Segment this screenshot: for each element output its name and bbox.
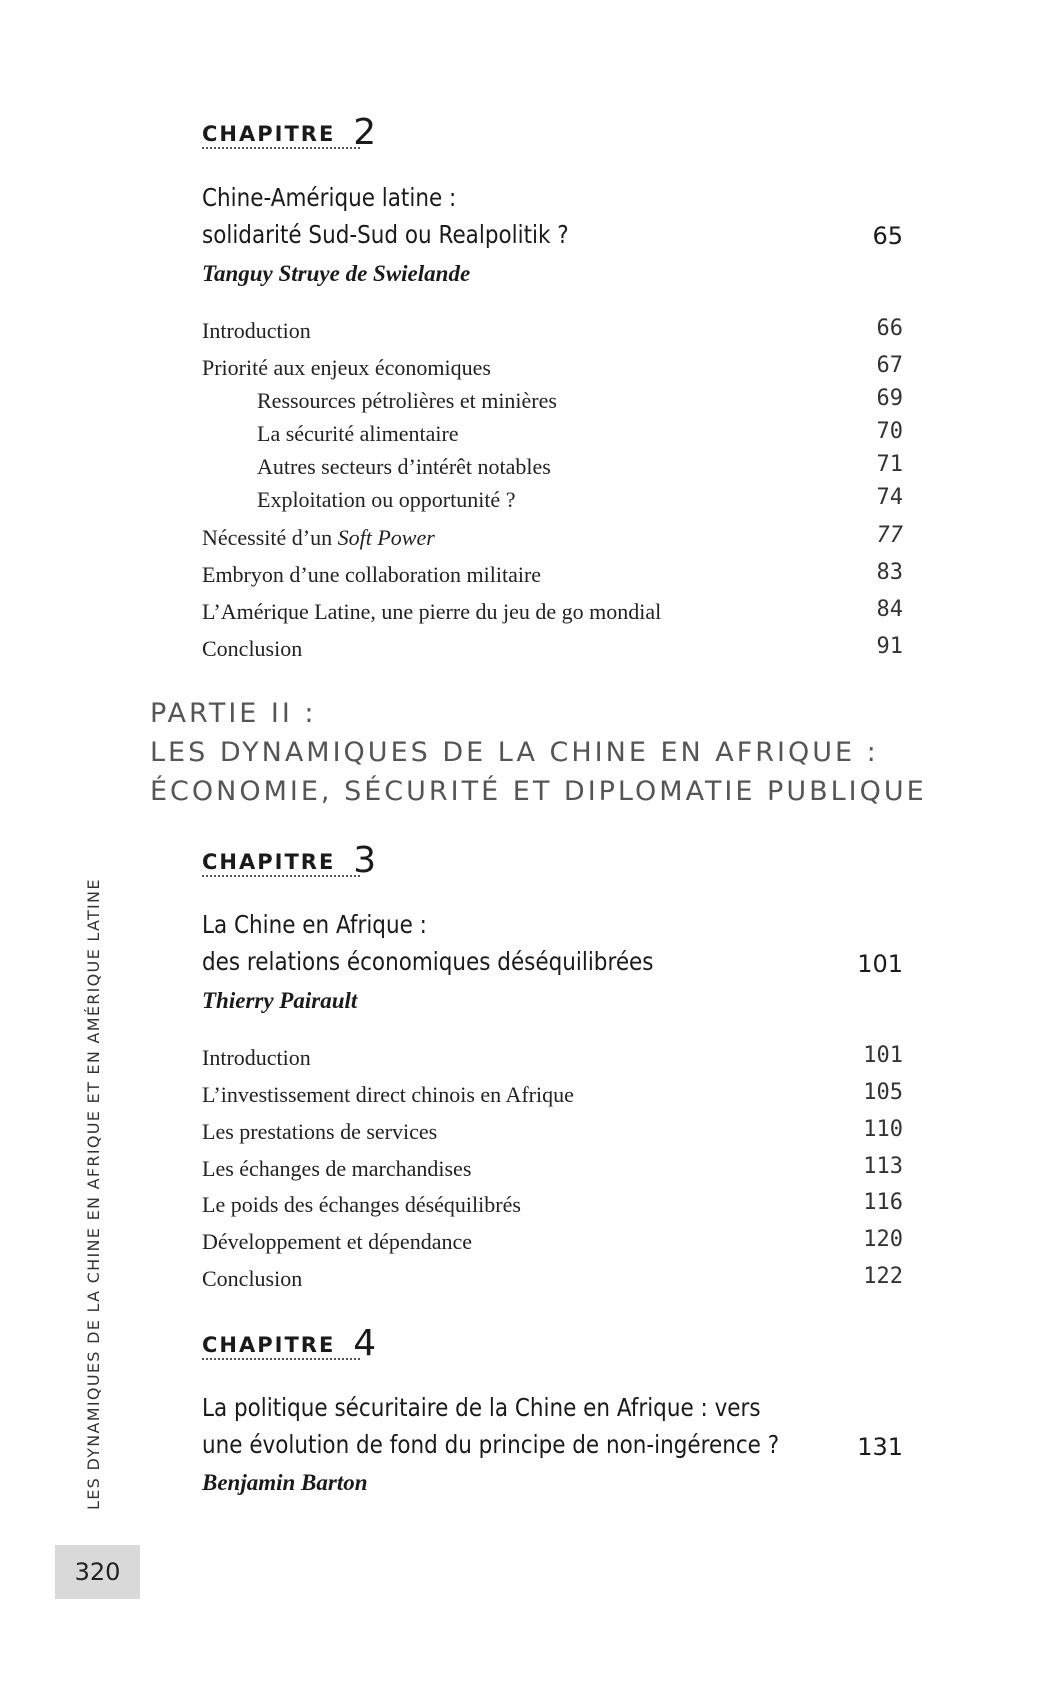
chapter-2-heading [202, 112, 376, 153]
chapter-label: CHAPITRE [202, 122, 336, 146]
toc-entry: Nécessité d’un Soft Power 77 [202, 523, 903, 550]
part-2-heading-line2: LES DYNAMIQUES DE LA CHINE EN AFRIQUE : [150, 737, 879, 768]
chapter-dotted-rule [202, 1358, 360, 1360]
toc-entry: Développement et dépendance 120 [202, 1227, 903, 1254]
chapter-3-title-line2: des relations économiques déséquilibrées [202, 947, 654, 976]
toc-entry: Introduction 66 [202, 316, 903, 343]
chapter-3-heading [202, 840, 376, 881]
chapter-3-page: 101 [857, 950, 903, 978]
chapter-dotted-rule [202, 147, 360, 149]
toc-entry: Le poids des échanges déséquilibrés 116 [202, 1190, 903, 1217]
part-2-heading-line3: ÉCONOMIE, SÉCURITÉ ET DIPLOMATIE PUBLIQUE [150, 776, 927, 807]
toc-subentry: Ressources pétrolières et minières 69 [257, 386, 903, 413]
page-number: 320 [55, 1545, 140, 1599]
chapter-4-author: Benjamin Barton [202, 1470, 368, 1495]
chapter-4-page: 131 [857, 1433, 903, 1461]
part-2-heading-line1: PARTIE II : [150, 698, 317, 729]
toc-subentry: Exploitation ou opportunité ? 74 [257, 485, 903, 512]
toc-entry: Les échanges de marchandises 113 [202, 1154, 903, 1181]
chapter-number: 4 [353, 1323, 377, 1364]
toc-entry: Les prestations de services 110 [202, 1117, 903, 1144]
toc-entry: Conclusion 91 [202, 634, 903, 661]
chapter-dotted-rule [202, 875, 360, 877]
toc-entry: L’investissement direct chinois en Afrique 105 [202, 1080, 903, 1107]
chapter-4-title-line2: une évolution de fond du principe de non-ingérence ? [202, 1430, 780, 1459]
chapter-4-title-line1: La politique sécuritaire de la Chine en Afrique : vers [202, 1393, 761, 1422]
chapter-label: CHAPITRE [202, 1333, 336, 1357]
chapter-number: 3 [353, 840, 377, 881]
chapter-2-title-line2: solidarité Sud-Sud ou Realpolitik ? [202, 220, 569, 249]
toc-entry: Embryon d’une collaboration militaire 83 [202, 560, 903, 587]
chapter-label: CHAPITRE [202, 850, 336, 874]
chapter-2-title-line1: Chine-Amérique latine : [202, 183, 457, 212]
toc-subentry: Autres secteurs d’intérêt notables 71 [257, 452, 903, 479]
chapter-number: 2 [353, 112, 377, 153]
toc-entry: Introduction 101 [202, 1043, 903, 1070]
italic-term: Soft Power [337, 525, 435, 550]
toc-subentry: La sécurité alimentaire 70 [257, 419, 903, 446]
side-running-title: LES DYNAMIQUES DE LA CHINE EN AFRIQUE ET EN AMÉRIQUE LATINE [84, 878, 103, 1510]
chapter-3-author: Thierry Pairault [202, 988, 358, 1013]
chapter-3-title-line1: La Chine en Afrique : [202, 910, 427, 939]
toc-entry: L’Amérique Latine, une pierre du jeu de go mondial 84 [202, 597, 903, 624]
toc-entry: Priorité aux enjeux économiques 67 [202, 353, 903, 380]
chapter-2-page: 65 [872, 222, 903, 250]
toc-entry: Conclusion 122 [202, 1264, 903, 1291]
chapter-2-author: Tanguy Struye de Swielande [202, 261, 471, 286]
chapter-4-heading [202, 1323, 376, 1364]
